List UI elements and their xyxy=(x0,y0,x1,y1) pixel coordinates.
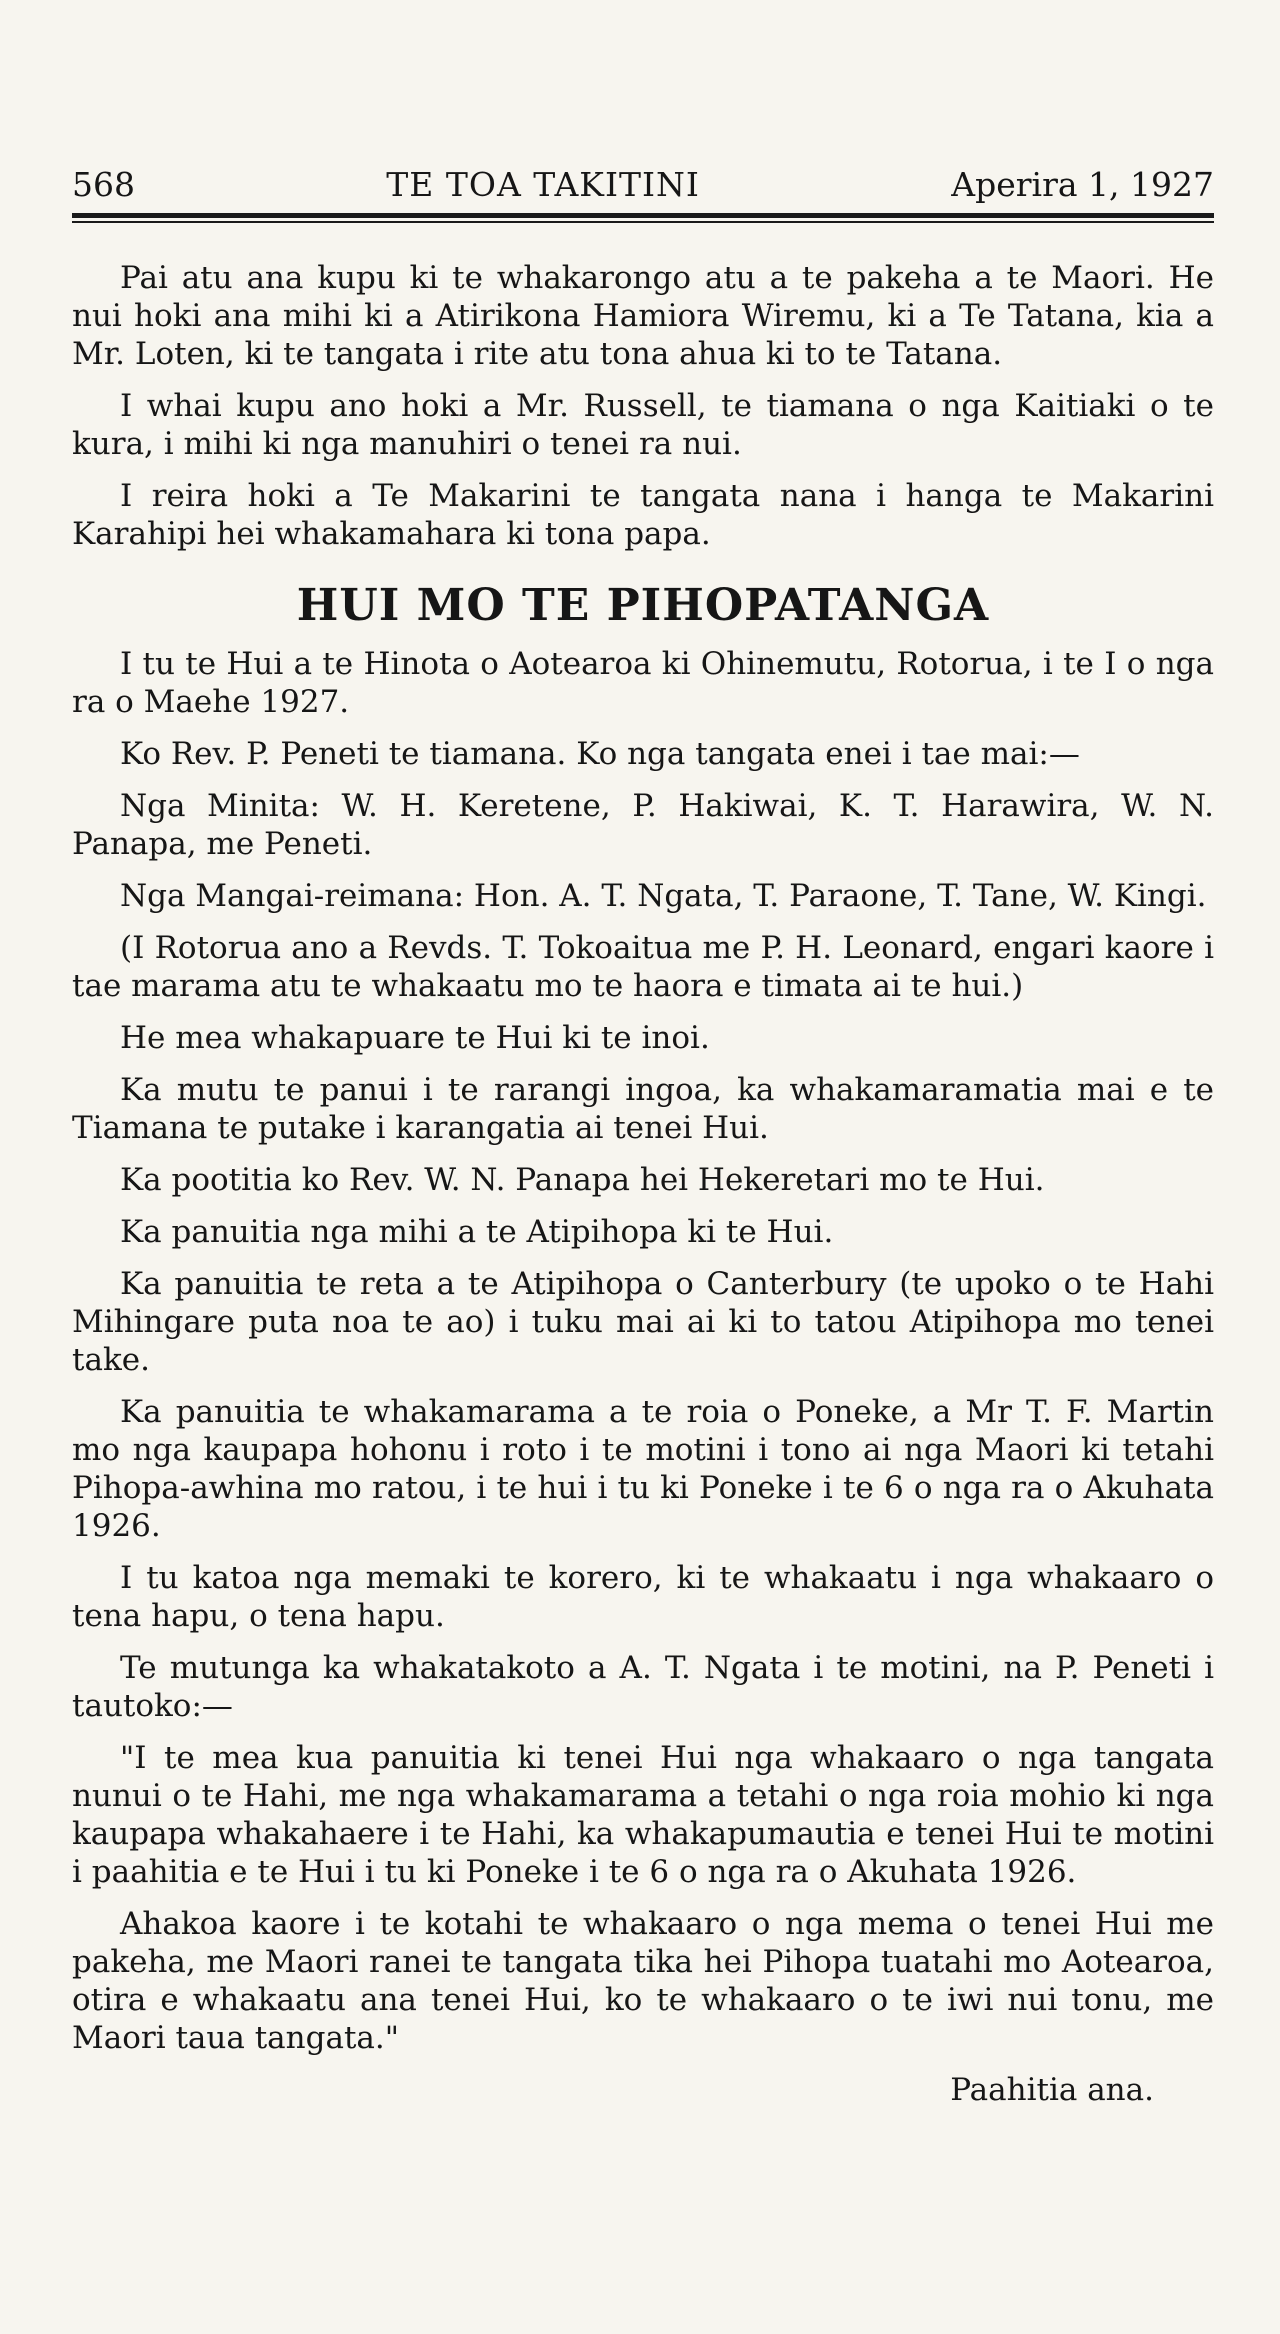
section-paragraph: Ka panuitia nga mihi a te Atipihopa ki te Hui. xyxy=(120,1214,834,1250)
header-rule-thick xyxy=(72,213,1214,218)
section-paragraph: Ko Rev. P. Peneti te tiamana. Ko nga tangata enei i tae mai:— xyxy=(120,736,1080,772)
section-paragraph: Ka pootitia ko Rev. W. N. Panapa hei Hekeretari mo te Hui. xyxy=(120,1162,1045,1198)
section-paragraph: Nga Mangai-reimana: Hon. A. T. Ngata, T. Paraone, T. Tane, W. Kingi. xyxy=(120,878,1207,914)
section-paragraph: Ka panuitia te reta a te Atipihopa o Canterbury (te upoko o te Hahi Mihingare puta noa te ao) i tuku mai ai ki to tatou Atipihopa mo tenei take. xyxy=(72,1266,1214,1378)
motion-quote-paragraph: "I te mea kua panuitia ki tenei Hui nga whakaaro o nga tangata nunui o te Hahi, me nga whakamarama a tetahi o nga roia mohio ki nga kaupapa whakahaere i te Hahi, ka whakapumautia e tenei Hui te motini i paahitia e te Hui i tu ki Poneke i te 6 o nga ra o Akuhata 1926. xyxy=(72,1740,1214,1890)
intro-paragraph: I reira hoki a Te Makarini te tangata nana i hanga te Makarini Karahipi hei whakamahara ki tona papa. xyxy=(72,478,1214,552)
section-paragraph: I tu te Hui a te Hinota o Aotearoa ki Ohinemutu, Rotorua, i te I o nga ra o Maehe 1927. xyxy=(72,646,1214,720)
section-paragraph: (I Rotorua ano a Revds. T. Tokoaitua me P. H. Leonard, engari kaore i tae marama atu te whakaatu mo te haora e timata ai te hui.) xyxy=(72,930,1214,1004)
page-header xyxy=(72,165,1214,207)
section-paragraph: Te mutunga ka whakatakoto a A. T. Ngata i te motini, na P. Peneti i tautoko:— xyxy=(72,1650,1214,1724)
intro-paragraph: I whai kupu ano hoki a Mr. Russell, te tiamana o nga Kaitiaki o te kura, i mihi ki nga manuhiri o tenei ra nui. xyxy=(72,388,1214,462)
header-rule-thin xyxy=(72,221,1214,223)
publication-title: TE TOA TAKITINI xyxy=(386,165,700,204)
section-paragraph: Nga Minita: W. H. Keretene, P. Hakiwai, K. T. Harawira, W. N. Panapa, me Peneti. xyxy=(72,788,1214,862)
intro-paragraph: Pai atu ana kupu ki te whakarongo atu a te pakeha a te Maori. He nui hoki ana mihi ki a Atirikona Hamiora Wiremu, ki a Te Tatana, kia a Mr. Loten, ki te tangata i rite atu tona ahua ki to te Tatana. xyxy=(72,260,1214,372)
section-paragraph: Ka mutu te panui i te rarangi ingoa, ka whakamaramatia mai e te Tiamana te putake i karangatia ai tenei Hui. xyxy=(72,1072,1214,1146)
section-paragraph: He mea whakapuare te Hui ki te inoi. xyxy=(120,1020,710,1056)
signoff: Paahitia ana. xyxy=(950,2072,1154,2108)
issue-date: Aperira 1, 1927 xyxy=(951,165,1214,204)
newspaper-page xyxy=(72,165,1214,2109)
page-number: 568 xyxy=(72,165,135,204)
section-paragraph: Ka panuitia te whakamarama a te roia o Poneke, a Mr T. F. Martin mo nga kaupapa hohonu i roto i te motini i tono ai nga Maori ki tetahi Pihopa-awhina mo ratou, i te hui i tu ki Poneke i te 6 o nga ra o Akuhata 1926. xyxy=(72,1394,1214,1544)
section-heading: HUI MO TE PIHOPATANGA xyxy=(296,580,990,631)
article-body xyxy=(72,259,1214,2109)
section-paragraph: I tu katoa nga memaki te korero, ki te whakaatu i nga whakaaro o tena hapu, o tena hapu. xyxy=(72,1560,1214,1634)
motion-quote-paragraph: Ahakoa kaore i te kotahi te whakaaro o nga mema o tenei Hui me pakeha, me Maori ranei te tangata tika hei Pihopa tuatahi mo Aotearoa, otira e whakaatu ana tenei Hui, ko te whakaaro o te iwi nui tonu, me Maori taua tangata." xyxy=(72,1906,1214,2056)
